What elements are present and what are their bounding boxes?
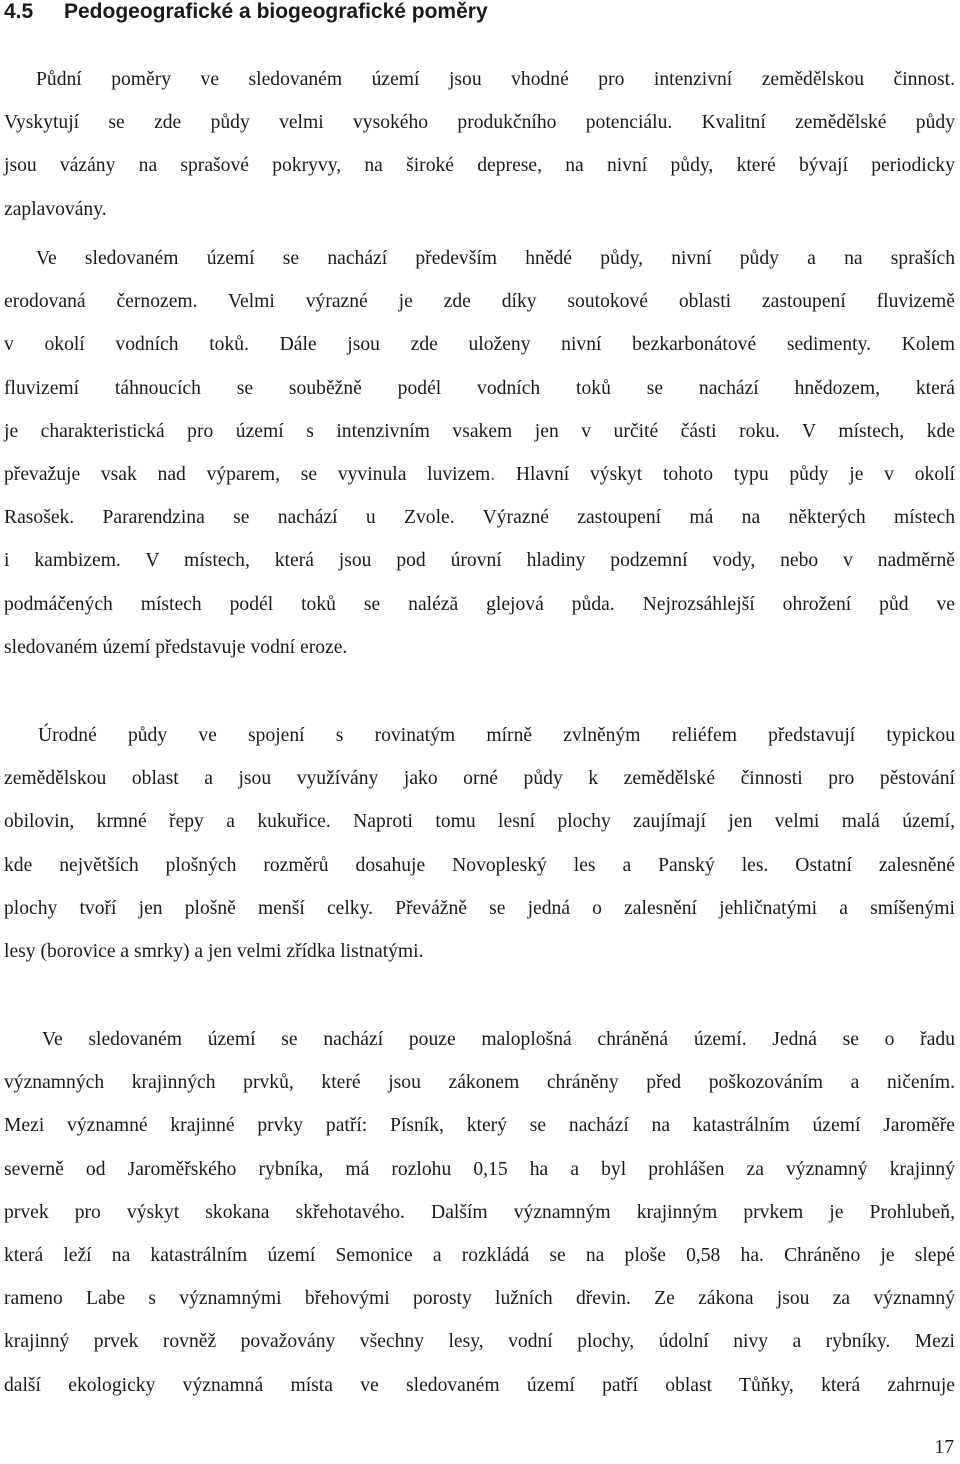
section-title: Pedogeografické a biogeografické poměry: [64, 0, 488, 23]
text-line: erodovaná černozem. Velmi výrazné je zde díky soutokové oblasti zastoupení fluvizemě: [4, 291, 955, 313]
text-line: sledovaném území představuje vodní eroze.: [4, 636, 348, 658]
text-line: plochy tvoří jen plošně menší celky. Převážně se jedná o zalesnění jehličnatými a smíšenými: [4, 897, 955, 919]
text-line: i kambizem. V místech, která jsou pod úrovní hladiny podzemní vody, nebo v nadměrně: [4, 550, 955, 572]
text-line: významných krajinných prvků, které jsou zákonem chráněny před poškozováním a ničením.: [4, 1072, 955, 1094]
text-line: rameno Labe s významnými břehovými porosty lužních dřevin. Ze zákona jsou za významný: [4, 1288, 955, 1310]
text-line: krajinný prvek rovněž považovány všechny lesy, vodní plochy, údolní nivy a rybníky. Mezi: [4, 1331, 955, 1353]
text-line: Vyskytují se zde půdy velmi vysokého produkčního potenciálu. Kvalitní zemědělské půdy: [4, 112, 955, 134]
text-line: je charakteristická pro území s intenzivním vsakem jen v určité části roku. V místech, kde: [4, 420, 955, 442]
text-line: zemědělskou oblast a jsou využívány jako orné půdy k zemědělské činnosti pro pěstování: [4, 768, 955, 790]
page-number: 17: [934, 1437, 954, 1458]
text-line: severně od Jaroměřského rybníka, má rozlohu 0,15 ha a byl prohlášen za významný krajinný: [4, 1158, 955, 1180]
text-line: v okolí vodních toků. Dále jsou zde uloženy nivní bezkarbonátové sedimenty. Kolem: [4, 334, 955, 356]
red-period: .: [490, 464, 516, 486]
text-line: obilovin, krmné řepy a kukuřice. Naproti tomu lesní plochy zaujímají jen velmi malá území,: [4, 811, 955, 833]
section-heading: [4, 0, 488, 30]
paragraph-soil-types: [4, 237, 955, 669]
text-line: Ve sledovaném území se nachází především hnědé půdy, nivní půdy a na spraších: [36, 248, 955, 269]
section-number: 4.5: [4, 0, 34, 23]
text-line: Půdní poměry ve sledovaném území jsou vhodné pro intenzivní zemědělskou činnost.: [36, 69, 955, 90]
text-line: Rasošek. Pararendzina se nachází u Zvole. Výrazné zastoupení má na některých místech: [4, 507, 955, 529]
text-line: Úrodné půdy ve spojení s rovinatým mírně zvlněným reliéfem představují typickou: [38, 725, 955, 746]
paragraph-soil-conditions: [4, 58, 955, 231]
text-line: jsou vázány na sprašové pokryvy, na široké deprese, na nivní půdy, které bývají periodicky: [4, 155, 955, 177]
text-line: kde největších plošných rozměrů dosahuje Novopleský les a Panský les. Ostatní zalesněné: [4, 854, 955, 876]
paragraph-fertile-soils: [4, 714, 955, 973]
text-fragment: Hlavní výskyt tohoto typu půdy je v okolí: [515, 464, 955, 486]
text-line: fluvizemí táhnoucích se souběžně podél vodních toků se nachází hnědozem, která: [4, 377, 955, 399]
text-line: která leží na katastrálním území Semonice a rozkládá se na ploše 0,58 ha. Chráněno je slepé: [4, 1245, 955, 1267]
text-line: podmáčených místech podél toků se naléză glejová půda. Nejrozsáhlejší ohrožení půd ve: [4, 593, 955, 615]
text-line-mixed: [4, 453, 955, 496]
text-line: Ve sledovaném území se nachází pouze maloplošná chráněná území. Jedná se o řadu: [42, 1029, 955, 1050]
text-line: Mezi významné krajinné prvky patří: Písník, který se nachází na katastrálním území Jaroměře: [4, 1115, 955, 1137]
text-line: další ekologicky významná místa ve sledovaném území patří oblast Tůňky, která zahrnuje: [4, 1374, 955, 1396]
text-line: lesy (borovice a smrky) a jen velmi zřídka listnatými.: [4, 941, 424, 963]
paragraph-protected-areas: [4, 1018, 955, 1407]
text-line: zaplavovány.: [4, 198, 107, 220]
text-line: prvek pro výskyt skokana skřehotavého. Dalším významným krajinným prvkem je Prohlubeň,: [4, 1201, 955, 1223]
text-fragment: převažuje vsak nad výparem, se vyvinula luvizem: [4, 464, 491, 486]
